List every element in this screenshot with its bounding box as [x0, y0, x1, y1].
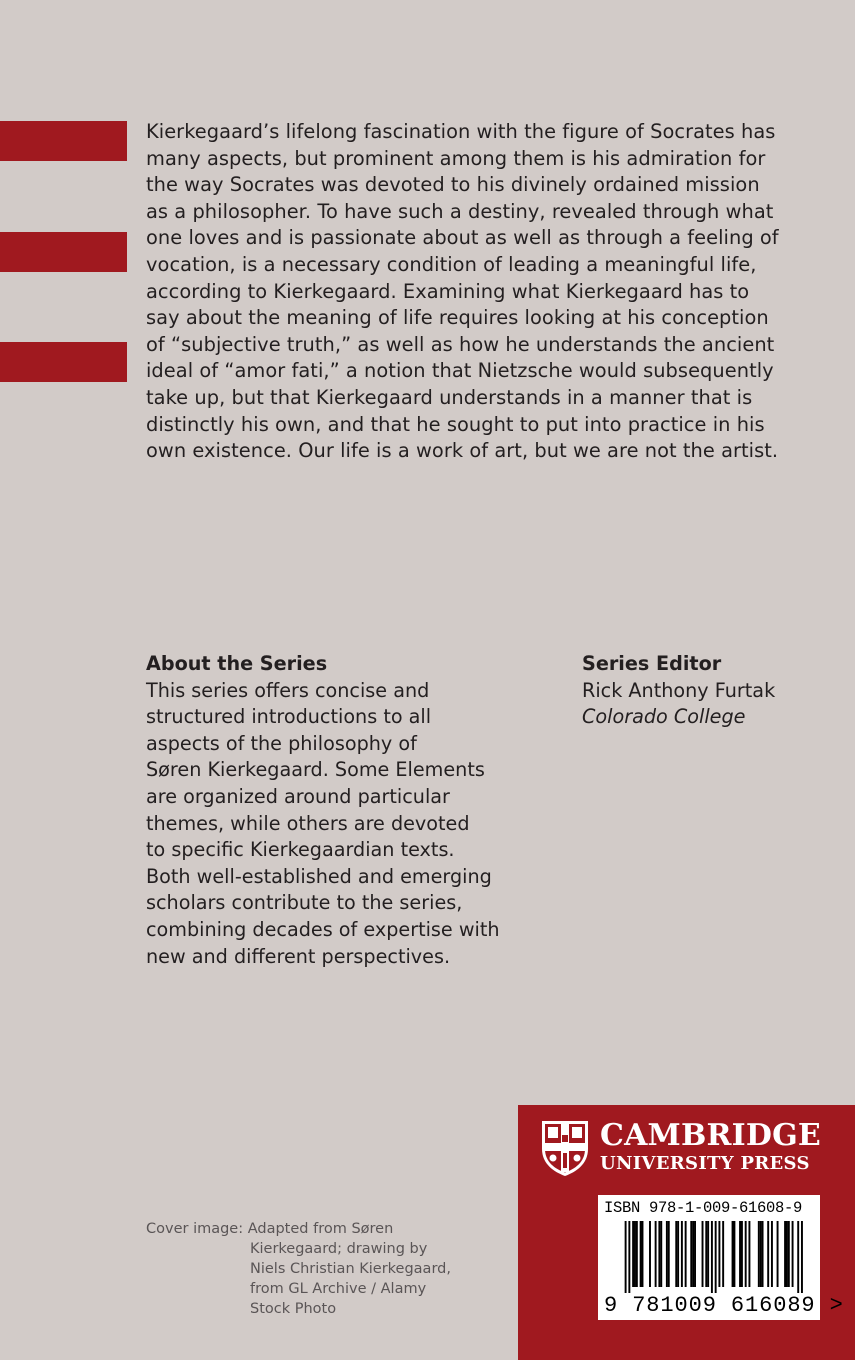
barcode-bar: [745, 1221, 747, 1287]
barcode-bar: [786, 1221, 788, 1287]
series-editor-name: Rick Anthony Furtak: [582, 678, 776, 702]
about-series-line: to specific Kierkegaardian texts.: [146, 838, 455, 862]
barcode-bar: [739, 1221, 741, 1287]
series-editor-institution: Colorado College: [582, 705, 746, 729]
barcode-bar: [722, 1221, 724, 1287]
barcode-bar: [715, 1221, 717, 1293]
barcode-bar: [741, 1221, 743, 1287]
credit-line: from GL Archive / Alamy: [250, 1281, 427, 1297]
barcode-bar: [784, 1221, 786, 1287]
barcode-bar: [748, 1221, 750, 1287]
blurb-line: say about the meaning of life requires looking at his conception: [146, 306, 769, 330]
barcode-bar: [632, 1221, 634, 1287]
barcode-bar: [628, 1221, 630, 1293]
blurb-line: distinctly his own, and that he sought to put into practice in his: [146, 412, 765, 436]
barcode-bar: [760, 1221, 762, 1287]
blurb-line: vocation, is a necessary condition of leading a meaningful life,: [146, 252, 757, 276]
barcode-bar: [658, 1221, 660, 1287]
decorative-bar-1: [0, 121, 127, 161]
barcode-bar: [792, 1221, 794, 1287]
barcode-bar: [705, 1221, 707, 1287]
barcode-bar: [677, 1221, 679, 1287]
blurb-line: according to Kierkegaard. Examining what Kierkegaard has to: [146, 279, 750, 303]
cambridge-shield-icon: [540, 1119, 590, 1177]
barcode-bar: [692, 1221, 694, 1287]
series-editor-section: [582, 651, 842, 731]
barcode-bar: [788, 1221, 790, 1287]
credit-line: Kierkegaard; drawing by: [250, 1241, 428, 1257]
blurb-line: ideal of “amor fati,” a notion that Nietzsche would subsequently: [146, 359, 774, 383]
credit-line: Stock Photo: [250, 1301, 337, 1317]
blurb-line: one loves and is passionate about as well as through a feeling of: [146, 226, 779, 250]
about-series-line: Søren Kierkegaard. Some Elements: [146, 758, 485, 782]
blurb-line: own existence. Our life is a work of art, but we are not the artist.: [146, 439, 779, 463]
about-series-line: structured introductions to all: [146, 705, 432, 729]
ean-digits: 9 781009 616089 >: [604, 1293, 844, 1318]
barcode-bar: [649, 1221, 651, 1287]
barcode-bar: [690, 1221, 692, 1287]
barcode-bar: [718, 1221, 720, 1287]
barcode-bar: [801, 1221, 803, 1293]
barcode-bar: [675, 1221, 677, 1287]
barcode-bar: [666, 1221, 668, 1287]
barcode-bar: [660, 1221, 662, 1287]
barcode-bar: [634, 1221, 636, 1287]
about-series-line: scholars contribute to the series,: [146, 891, 463, 915]
barcode-bar: [685, 1221, 687, 1287]
barcode-bar: [777, 1221, 779, 1287]
barcode-bar: [625, 1221, 627, 1293]
barcode-bar: [655, 1221, 657, 1287]
barcode-bar: [636, 1221, 638, 1287]
about-series-line: are organized around particular: [146, 784, 450, 808]
decorative-bar-2: [0, 232, 127, 272]
barcode-bar: [711, 1221, 713, 1293]
publisher-subtitle: UNIVERSITY PRESS: [600, 1153, 810, 1174]
about-series-line: combining decades of expertise with: [146, 917, 500, 941]
about-series-line: themes, while others are devoted: [146, 811, 470, 835]
about-series-line: aspects of the philosophy of: [146, 731, 417, 755]
cover-image-credit: [146, 1219, 451, 1319]
barcode-bar: [732, 1221, 734, 1287]
barcode-bar: [640, 1221, 642, 1287]
barcode-bar: [767, 1221, 769, 1287]
barcode-bars: [604, 1221, 816, 1293]
decorative-bar-3: [0, 342, 127, 382]
about-series-line: new and different perspectives.: [146, 944, 451, 968]
book-blurb: [146, 119, 836, 465]
barcode-bar: [681, 1221, 683, 1287]
credit-line: Cover image: Adapted from Søren: [146, 1221, 394, 1237]
barcode-bar: [642, 1221, 644, 1287]
about-series-heading: About the Series: [146, 652, 328, 675]
blurb-line: of “subjective truth,” as well as how he understands the ancient: [146, 332, 775, 356]
blurb-line: as a philosopher. To have such a destiny, revealed through what: [146, 199, 774, 223]
barcode-bar: [762, 1221, 764, 1287]
publisher-name: CAMBRIDGE: [600, 1118, 821, 1153]
credit-line: Niels Christian Kierkegaard,: [250, 1261, 451, 1277]
publisher-panel: [518, 1105, 855, 1360]
barcode-bar: [797, 1221, 799, 1293]
blurb-line: many aspects, but prominent among them is his admiration for: [146, 146, 766, 170]
about-series-line: Both well-established and emerging: [146, 864, 492, 888]
barcode-bar: [707, 1221, 709, 1287]
barcode-bar: [758, 1221, 760, 1287]
about-series-line: This series offers concise and: [146, 678, 430, 702]
isbn-barcode: [598, 1195, 844, 1320]
blurb-line: Kierkegaard’s lifelong fascination with the figure of Socrates has: [146, 120, 776, 143]
barcode-bar: [694, 1221, 696, 1287]
barcode-bar: [668, 1221, 670, 1287]
isbn-label: ISBN 978-1-009-61608-9: [604, 1199, 803, 1217]
barcode-bar: [702, 1221, 704, 1287]
barcode-bar: [771, 1221, 773, 1287]
about-series-section: [146, 651, 546, 970]
series-editor-heading: Series Editor: [582, 652, 722, 675]
blurb-line: the way Socrates was devoted to his divinely ordained mission: [146, 173, 760, 197]
blurb-line: take up, but that Kierkegaard understands in a manner that is: [146, 385, 753, 409]
barcode-bar: [733, 1221, 735, 1287]
